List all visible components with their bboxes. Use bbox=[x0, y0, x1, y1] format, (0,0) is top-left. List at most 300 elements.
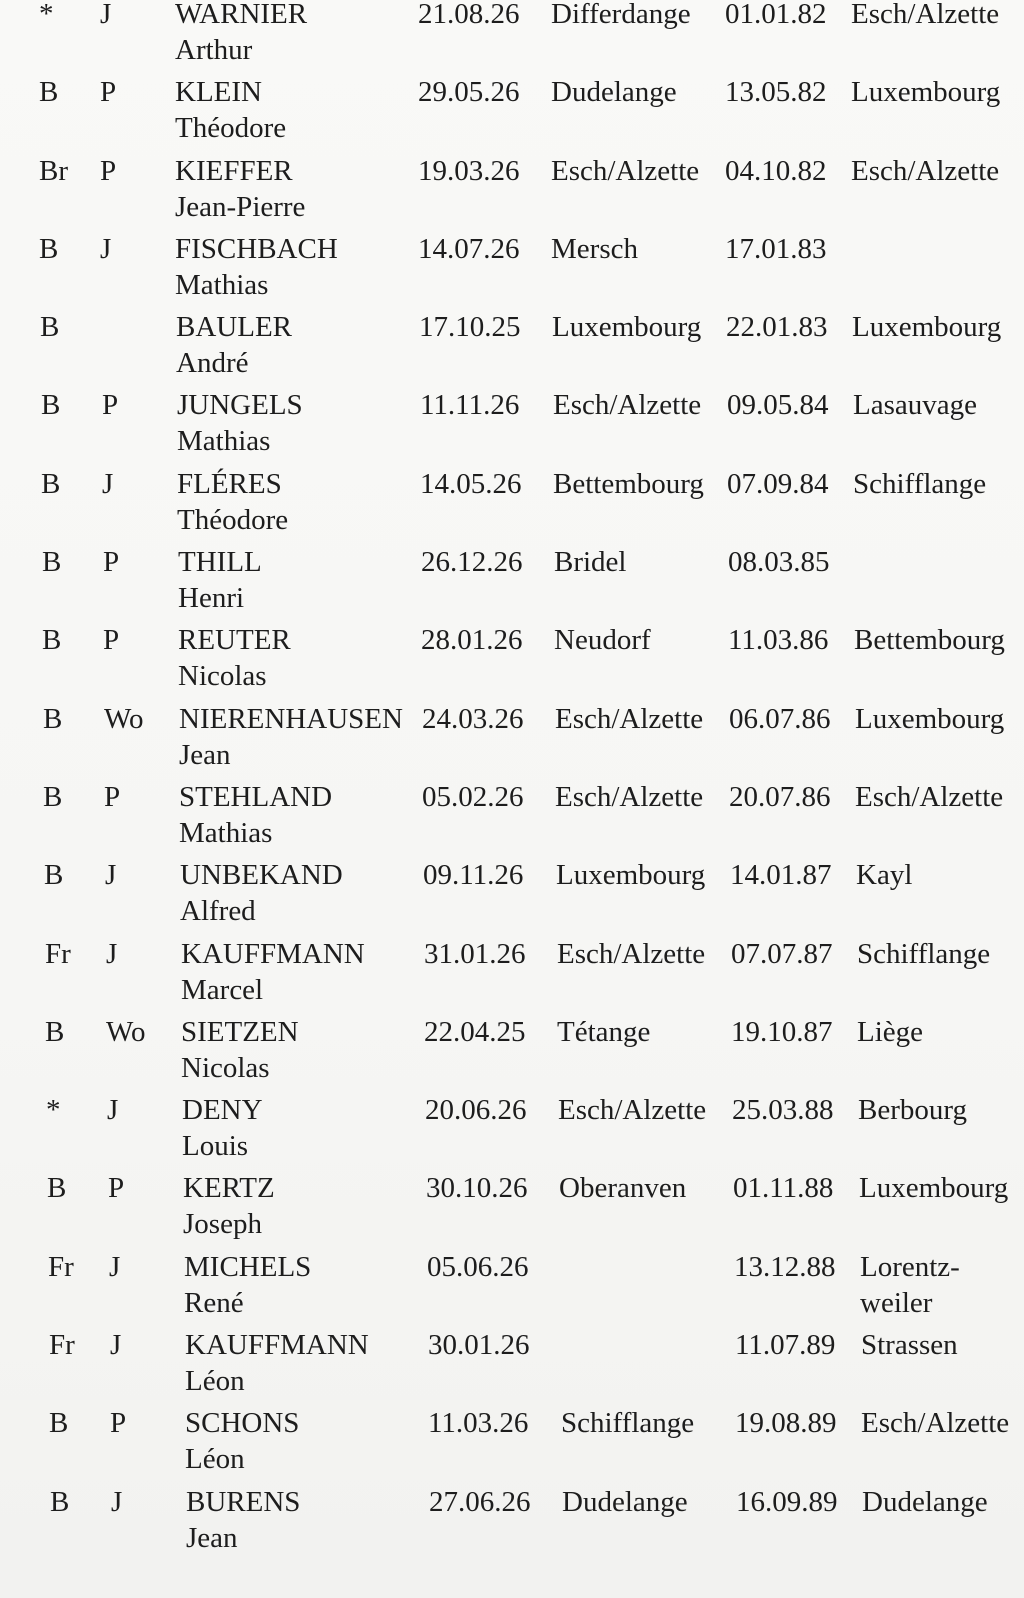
residence-cell-text: Liège bbox=[857, 1015, 924, 1048]
grade-cell-text: Br bbox=[39, 154, 68, 187]
table-row bbox=[2, 466, 1024, 544]
residence-cell bbox=[861, 1405, 1010, 1441]
table-row bbox=[6, 1014, 1024, 1092]
birthplace-cell-text: Esch/Alzette bbox=[553, 389, 702, 422]
birth-date-cell-text: 31.01.26 bbox=[424, 937, 526, 970]
surname-cell bbox=[175, 153, 305, 225]
surname-text: REUTER bbox=[178, 624, 291, 657]
surname-cell bbox=[179, 779, 332, 851]
firstname-text: Jean bbox=[179, 738, 231, 771]
grade-cell-text: B bbox=[43, 780, 63, 813]
birth-date-cell bbox=[421, 544, 523, 580]
code-cell-text: P bbox=[108, 1172, 125, 1205]
residence-cell bbox=[857, 936, 991, 972]
table-row bbox=[10, 1405, 1024, 1483]
birthplace-cell bbox=[553, 466, 704, 502]
residence-cell bbox=[851, 74, 1001, 110]
surname-cell bbox=[178, 544, 262, 616]
surname-text: BURENS bbox=[186, 1485, 301, 1518]
date-cell-text: 07.07.87 bbox=[731, 937, 833, 970]
residence-cell bbox=[851, 153, 1000, 189]
date-cell-text: 11.03.86 bbox=[728, 624, 829, 657]
code-cell bbox=[110, 1405, 126, 1441]
birthplace-cell-text: Dudelange bbox=[551, 76, 677, 109]
birthplace-cell-text: Esch/Alzette bbox=[558, 1094, 707, 1127]
code-cell bbox=[100, 231, 111, 267]
grade-cell-text: B bbox=[44, 859, 64, 892]
birthplace-cell-text: Luxembourg bbox=[552, 311, 702, 344]
table-row bbox=[1, 309, 1024, 387]
code-cell-text: P bbox=[103, 624, 120, 657]
surname-cell bbox=[186, 1484, 300, 1556]
birthplace-cell-text: Tétange bbox=[557, 1015, 651, 1048]
code-cell-text: J bbox=[100, 0, 112, 30]
date-cell bbox=[735, 1327, 835, 1363]
code-cell bbox=[102, 466, 113, 502]
date-cell-text: 04.10.82 bbox=[725, 154, 827, 187]
surname-cell bbox=[182, 1092, 263, 1164]
surname-cell bbox=[181, 936, 365, 1008]
date-cell bbox=[728, 622, 828, 658]
residence-cell bbox=[857, 1014, 977, 1050]
residence-cell-text: Kayl bbox=[856, 859, 913, 892]
firstname-text: René bbox=[184, 1286, 244, 1319]
surname-text: MICHELS bbox=[184, 1250, 312, 1283]
birthplace-cell-text: Schifflange bbox=[561, 1407, 695, 1440]
grade-cell bbox=[39, 153, 68, 189]
code-cell bbox=[104, 701, 144, 737]
date-cell-text: 16.09.89 bbox=[736, 1485, 838, 1518]
birth-date-cell bbox=[422, 779, 524, 815]
code-cell bbox=[100, 153, 116, 189]
firstname-text: Jean bbox=[186, 1521, 238, 1554]
grade-cell-text: B bbox=[43, 702, 63, 735]
residence-cell-text: Esch/Alzette bbox=[855, 780, 1004, 813]
date-cell bbox=[730, 857, 832, 893]
surname-text: KERTZ bbox=[183, 1172, 275, 1205]
code-cell bbox=[108, 1170, 124, 1206]
residence-cell bbox=[853, 466, 987, 502]
code-cell-text: Wo bbox=[106, 1015, 146, 1048]
residence-cell bbox=[862, 1484, 988, 1520]
grade-cell-text: * bbox=[39, 0, 54, 30]
code-cell-text: P bbox=[102, 389, 119, 422]
table-row bbox=[8, 1170, 1024, 1248]
date-cell bbox=[725, 231, 827, 267]
surname-cell bbox=[181, 1014, 299, 1086]
surname-text: JUNGELS bbox=[177, 389, 303, 422]
code-cell bbox=[110, 1327, 121, 1363]
birth-date-cell-text: 22.04.25 bbox=[424, 1015, 526, 1048]
birth-date-cell-text: 21.08.26 bbox=[418, 0, 520, 30]
firstname-text: Nicolas bbox=[178, 660, 267, 693]
code-cell-text: P bbox=[100, 154, 117, 187]
birth-date-cell bbox=[423, 857, 523, 893]
surname-cell bbox=[179, 701, 403, 773]
code-cell-text: P bbox=[110, 1407, 127, 1440]
birth-date-cell bbox=[418, 231, 520, 267]
residence-cell bbox=[860, 1249, 980, 1321]
code-cell bbox=[109, 1249, 120, 1285]
date-cell-text: 06.07.86 bbox=[729, 702, 831, 735]
firstname-text: Théodore bbox=[175, 112, 287, 145]
birthplace-cell bbox=[551, 0, 691, 32]
firstname-text: Arthur bbox=[175, 34, 253, 66]
grade-cell bbox=[49, 1327, 75, 1363]
residence-cell-text: Esch/Alzette bbox=[851, 154, 1000, 187]
birth-date-cell bbox=[418, 153, 520, 189]
date-cell-text: 20.07.86 bbox=[729, 780, 831, 813]
grade-cell bbox=[44, 857, 63, 893]
date-cell bbox=[729, 779, 831, 815]
grade-cell bbox=[47, 1170, 66, 1206]
table-row bbox=[6, 936, 1024, 1014]
date-cell bbox=[735, 1405, 837, 1441]
code-cell-text: Wo bbox=[104, 702, 144, 735]
code-cell bbox=[105, 857, 116, 893]
birth-date-cell-text: 30.10.26 bbox=[426, 1172, 528, 1205]
residence-cell bbox=[852, 309, 1002, 345]
birth-date-cell bbox=[426, 1170, 528, 1206]
date-cell bbox=[725, 0, 827, 32]
date-cell-text: 13.05.82 bbox=[725, 76, 827, 109]
surname-cell bbox=[175, 231, 338, 303]
surname-text: KLEIN bbox=[175, 76, 262, 109]
code-cell-text: P bbox=[100, 76, 117, 109]
birth-date-cell bbox=[424, 936, 526, 972]
table-row bbox=[7, 1092, 1024, 1170]
date-cell-text: 14.01.87 bbox=[730, 859, 832, 892]
code-cell-text: J bbox=[102, 467, 114, 500]
grade-cell-text: B bbox=[41, 467, 61, 500]
code-cell bbox=[107, 1092, 118, 1128]
residence-cell-text: Luxembourg bbox=[851, 76, 1001, 109]
birthplace-cell-text: Neudorf bbox=[554, 624, 651, 657]
surname-cell bbox=[180, 857, 343, 929]
code-cell-text: J bbox=[110, 1329, 122, 1362]
birth-date-cell bbox=[418, 74, 520, 110]
birthplace-cell bbox=[559, 1170, 686, 1206]
date-cell-text: 09.05.84 bbox=[727, 389, 829, 422]
code-cell-text: J bbox=[109, 1250, 121, 1283]
date-cell bbox=[729, 701, 831, 737]
birthplace-cell-text: Esch/Alzette bbox=[551, 154, 700, 187]
birthplace-cell-text: Mersch bbox=[551, 232, 638, 265]
surname-text: BAULER bbox=[176, 311, 292, 344]
grade-cell-text: * bbox=[46, 1094, 61, 1127]
code-cell bbox=[102, 387, 118, 423]
table-row bbox=[4, 779, 1024, 857]
residence-cell bbox=[854, 622, 1005, 658]
birthplace-cell bbox=[551, 231, 638, 267]
grade-cell bbox=[42, 622, 61, 658]
surname-text: SIETZEN bbox=[181, 1015, 299, 1048]
date-cell-text: 08.03.85 bbox=[728, 546, 830, 579]
grade-cell bbox=[46, 1092, 61, 1128]
surname-cell bbox=[183, 1170, 275, 1242]
date-cell bbox=[725, 153, 827, 189]
grade-cell bbox=[41, 466, 60, 502]
residence-cell-text: Luxembourg bbox=[859, 1172, 1009, 1205]
birthplace-cell bbox=[557, 936, 705, 972]
residence-cell bbox=[859, 1170, 1009, 1206]
grade-cell-text: B bbox=[40, 311, 60, 344]
firstname-text: Léon bbox=[185, 1443, 245, 1476]
birth-date-cell-text: 09.11.26 bbox=[423, 859, 524, 892]
surname-cell bbox=[177, 387, 303, 459]
code-cell bbox=[104, 779, 120, 815]
date-cell bbox=[734, 1249, 836, 1285]
birthplace-cell bbox=[555, 779, 703, 815]
surname-cell bbox=[184, 1249, 311, 1321]
birth-date-cell-text: 14.05.26 bbox=[420, 467, 522, 500]
code-cell bbox=[106, 936, 117, 972]
grade-cell bbox=[39, 74, 58, 110]
birthplace-cell bbox=[562, 1484, 688, 1520]
birth-date-cell bbox=[420, 387, 519, 423]
date-cell bbox=[727, 387, 829, 423]
birthplace-cell-text: Bridel bbox=[554, 546, 627, 579]
birthplace-cell bbox=[552, 309, 701, 345]
grade-cell-text: B bbox=[42, 624, 62, 657]
table-row bbox=[0, 153, 1024, 231]
firstname-text: Henri bbox=[178, 582, 245, 615]
table-row bbox=[5, 857, 1024, 935]
grade-cell-text: B bbox=[42, 546, 62, 579]
code-cell-text: J bbox=[100, 232, 112, 265]
birthplace-cell-text: Bettembourg bbox=[553, 467, 704, 500]
table-row bbox=[0, 231, 1024, 309]
surname-text: KAUFFMANN bbox=[185, 1329, 369, 1362]
firstname-text: Mathias bbox=[179, 816, 273, 849]
grade-cell bbox=[41, 387, 60, 423]
date-cell bbox=[725, 74, 827, 110]
birth-date-cell bbox=[425, 1092, 527, 1128]
surname-text: DENY bbox=[182, 1094, 263, 1127]
residence-cell-text: Dudelange bbox=[862, 1485, 988, 1518]
grade-cell bbox=[43, 701, 62, 737]
birth-date-cell bbox=[429, 1484, 531, 1520]
table-row bbox=[0, 0, 1024, 74]
residence-cell-text: Esch/Alzette bbox=[851, 0, 1000, 30]
code-cell bbox=[103, 622, 119, 658]
grade-cell-text: Fr bbox=[48, 1250, 74, 1283]
table-row bbox=[4, 701, 1024, 779]
birthplace-cell bbox=[558, 1092, 706, 1128]
birthplace-cell bbox=[556, 857, 705, 893]
table-row bbox=[10, 1327, 1024, 1405]
surname-text: NIERENHAUSEN bbox=[179, 702, 403, 735]
code-cell-text: J bbox=[106, 937, 118, 970]
birthplace-cell bbox=[555, 701, 703, 737]
grade-cell bbox=[48, 1249, 74, 1285]
birthplace-cell-text: Dudelange bbox=[562, 1485, 688, 1518]
table-row bbox=[9, 1249, 1024, 1327]
grade-cell-text: B bbox=[49, 1407, 69, 1440]
firstname-text: Alfred bbox=[180, 895, 256, 928]
date-cell-text: 19.10.87 bbox=[731, 1015, 833, 1048]
residence-cell-text: Berbourg bbox=[858, 1094, 968, 1127]
date-cell-text: 11.07.89 bbox=[735, 1329, 836, 1362]
table-row bbox=[2, 387, 1024, 465]
date-cell-text: 07.09.84 bbox=[727, 467, 829, 500]
surname-cell bbox=[175, 74, 286, 146]
birthplace-cell bbox=[561, 1405, 694, 1441]
residence-cell-text: Schifflange bbox=[857, 937, 991, 970]
grade-cell-text: B bbox=[39, 232, 59, 265]
grade-cell bbox=[39, 0, 54, 32]
birthplace-cell bbox=[554, 544, 627, 580]
date-cell bbox=[726, 309, 828, 345]
surname-cell bbox=[175, 0, 307, 68]
birth-date-cell bbox=[420, 466, 522, 502]
birthplace-cell bbox=[557, 1014, 650, 1050]
birth-date-cell bbox=[428, 1327, 530, 1363]
residence-cell bbox=[861, 1327, 981, 1363]
grade-cell-text: B bbox=[50, 1485, 70, 1518]
code-cell-text: P bbox=[104, 780, 121, 813]
residence-cell-text: Lasauvage bbox=[853, 389, 977, 422]
firstname-text: Théodore bbox=[177, 503, 289, 536]
birth-date-cell-text: 17.10.25 bbox=[419, 311, 521, 344]
code-cell-text: J bbox=[111, 1485, 123, 1518]
birth-date-cell bbox=[424, 1014, 526, 1050]
grade-cell bbox=[40, 309, 59, 345]
birth-date-cell bbox=[427, 1249, 529, 1285]
date-cell-text: 01.11.88 bbox=[733, 1172, 834, 1205]
residence-cell bbox=[853, 387, 977, 423]
date-cell bbox=[731, 936, 833, 972]
grade-cell bbox=[50, 1484, 69, 1520]
birthplace-cell-text: Esch/Alzette bbox=[555, 702, 704, 735]
birthplace-cell bbox=[551, 153, 699, 189]
residence-cell-text: Luxembourg bbox=[852, 311, 1002, 344]
surname-text: WARNIER bbox=[175, 0, 308, 30]
date-cell bbox=[727, 466, 829, 502]
firstname-text: Marcel bbox=[181, 973, 264, 1006]
birth-date-cell bbox=[422, 701, 524, 737]
birth-date-cell-text: 28.01.26 bbox=[421, 624, 523, 657]
birth-date-cell bbox=[428, 1405, 528, 1441]
grade-cell-text: B bbox=[47, 1172, 67, 1205]
birth-date-cell bbox=[421, 622, 523, 658]
date-cell-text: 22.01.83 bbox=[726, 311, 828, 344]
birth-date-cell-text: 14.07.26 bbox=[418, 232, 520, 265]
birth-date-cell-text: 05.06.26 bbox=[427, 1250, 529, 1283]
table-row bbox=[3, 622, 1024, 700]
surname-text: SCHONS bbox=[185, 1407, 300, 1440]
surname-cell bbox=[185, 1405, 299, 1477]
residence-cell-text: Luxembourg bbox=[855, 702, 1005, 735]
residence-cell-text: Strassen bbox=[861, 1329, 958, 1362]
residence-cell bbox=[851, 0, 1000, 32]
birth-date-cell-text: 11.11.26 bbox=[420, 389, 520, 422]
table-row bbox=[3, 544, 1024, 622]
birth-date-cell-text: 20.06.26 bbox=[425, 1094, 527, 1127]
surname-cell bbox=[185, 1327, 369, 1399]
code-cell bbox=[103, 544, 119, 580]
birth-date-cell-text: 26.12.26 bbox=[421, 546, 523, 579]
residence-cell bbox=[858, 1092, 978, 1128]
surname-cell bbox=[178, 622, 291, 694]
residence-cell bbox=[855, 779, 1004, 815]
surname-text: FISCHBACH bbox=[175, 232, 338, 265]
date-cell bbox=[733, 1170, 833, 1206]
grade-cell bbox=[49, 1405, 68, 1441]
birth-date-cell-text: 30.01.26 bbox=[428, 1329, 530, 1362]
birthplace-cell-text: Esch/Alzette bbox=[557, 937, 706, 970]
code-cell bbox=[106, 1014, 146, 1050]
birth-date-cell-text: 27.06.26 bbox=[429, 1485, 531, 1518]
surname-text: UNBEKAND bbox=[180, 859, 343, 892]
birthplace-cell bbox=[551, 74, 677, 110]
residence-cell-text: Esch/Alzette bbox=[861, 1407, 1010, 1440]
date-cell-text: 01.01.82 bbox=[725, 0, 827, 30]
grade-cell bbox=[45, 1014, 64, 1050]
birth-date-cell bbox=[418, 0, 520, 32]
birth-date-cell bbox=[419, 309, 521, 345]
grade-cell bbox=[42, 544, 61, 580]
grade-cell-text: Fr bbox=[49, 1329, 75, 1362]
surname-text: FLÉRES bbox=[177, 467, 282, 500]
residence-cell-text: Lorentz-weiler bbox=[860, 1250, 960, 1319]
grade-cell bbox=[45, 936, 71, 972]
code-cell-text: P bbox=[103, 546, 120, 579]
table-row bbox=[0, 74, 1024, 152]
date-cell bbox=[736, 1484, 838, 1520]
date-cell-text: 17.01.83 bbox=[725, 232, 827, 265]
surname-text: KIEFFER bbox=[175, 154, 293, 187]
surname-text: KAUFFMANN bbox=[181, 937, 365, 970]
firstname-text: Jean-Pierre bbox=[175, 190, 306, 223]
date-cell-text: 25.03.88 bbox=[732, 1094, 834, 1127]
surname-text: THILL bbox=[178, 546, 262, 579]
date-cell bbox=[728, 544, 830, 580]
date-cell-text: 13.12.88 bbox=[734, 1250, 836, 1283]
firstname-text: Joseph bbox=[183, 1208, 262, 1241]
code-cell-text: J bbox=[105, 859, 117, 892]
residence-cell-text: Bettembourg bbox=[854, 624, 1005, 657]
firstname-text: Louis bbox=[182, 1130, 249, 1163]
code-cell bbox=[111, 1484, 122, 1520]
birth-date-cell-text: 11.03.26 bbox=[428, 1407, 529, 1440]
grade-cell-text: Fr bbox=[45, 937, 71, 970]
firstname-text: Nicolas bbox=[181, 1051, 270, 1084]
birth-date-cell-text: 05.02.26 bbox=[422, 780, 524, 813]
grade-cell-text: B bbox=[45, 1015, 65, 1048]
code-cell bbox=[100, 0, 111, 32]
firstname-text: Léon bbox=[185, 1365, 245, 1398]
date-cell bbox=[731, 1014, 833, 1050]
birthplace-cell bbox=[554, 622, 651, 658]
birthplace-cell-text: Luxembourg bbox=[556, 859, 706, 892]
residence-cell bbox=[856, 857, 976, 893]
date-cell-text: 19.08.89 bbox=[735, 1407, 837, 1440]
birthplace-cell-text: Differdange bbox=[551, 0, 691, 30]
firstname-text: André bbox=[176, 347, 249, 380]
surname-cell bbox=[176, 309, 292, 381]
birthplace-cell-text: Esch/Alzette bbox=[555, 780, 704, 813]
grade-cell bbox=[39, 231, 58, 267]
surname-cell bbox=[177, 466, 288, 538]
code-cell-text: J bbox=[107, 1094, 119, 1127]
date-cell bbox=[732, 1092, 834, 1128]
birth-date-cell-text: 24.03.26 bbox=[422, 702, 524, 735]
code-cell bbox=[100, 74, 116, 110]
table-row bbox=[11, 1484, 1024, 1562]
residence-cell-text: Schifflange bbox=[853, 467, 987, 500]
surname-text: STEHLAND bbox=[179, 780, 333, 813]
